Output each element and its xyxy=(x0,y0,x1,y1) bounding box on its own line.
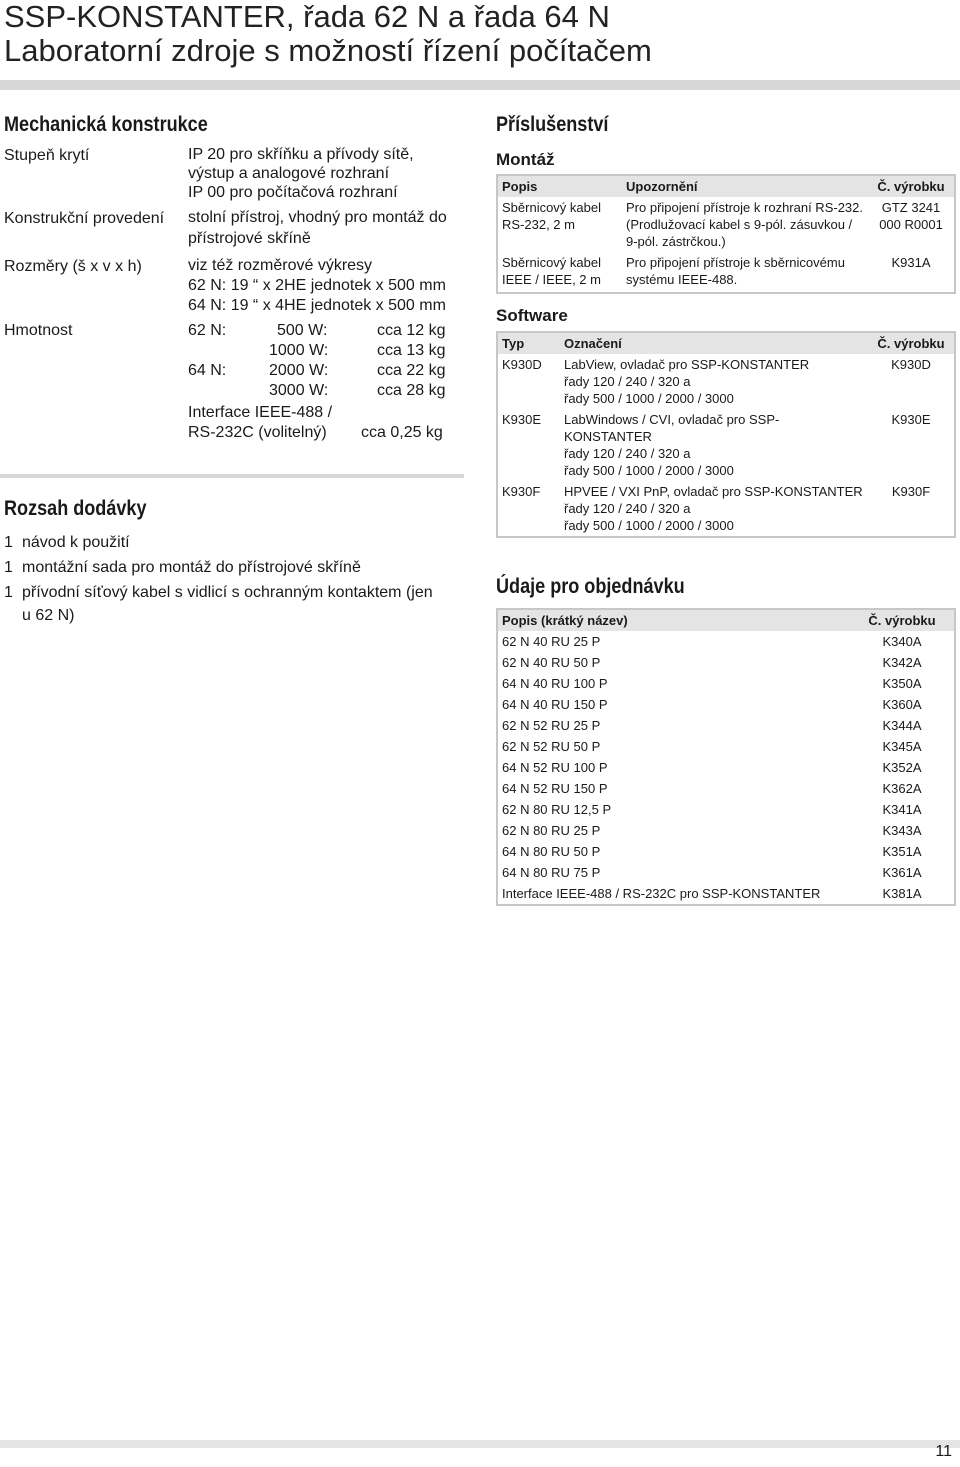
cell-vyrobek: K381A xyxy=(882,886,922,901)
cell-line: řady 500 / 1000 / 2000 / 3000 xyxy=(564,463,734,478)
cell-vyrobek xyxy=(868,252,955,293)
rozmery-value-2: 62 N: 19 “ x 2HE jednotek x 500 mm xyxy=(188,277,446,294)
cell-vyrobek: K930F xyxy=(891,484,931,499)
cell-vyrobek: K930E xyxy=(891,412,931,427)
col-header-upozorneni: Upozornění xyxy=(622,175,868,197)
cell-line: systému IEEE-488. xyxy=(626,272,738,287)
accessories-heading: Příslušenství xyxy=(496,113,609,136)
delivery-item-count: 1 xyxy=(4,559,13,576)
cell-oznaceni xyxy=(560,409,868,481)
cell-line: řady 120 / 240 / 320 a xyxy=(564,374,691,389)
hmotnost-kg12: cca 12 kg xyxy=(377,322,446,339)
table-row xyxy=(497,757,955,778)
cell-vyrobek: K352A xyxy=(882,760,922,775)
table-header-row xyxy=(497,609,955,631)
kryti-value-2: výstup a analogové rozhraní xyxy=(188,165,390,182)
hmotnost-3000w: 3000 W: xyxy=(269,382,329,399)
cell-line: 000 R0001 xyxy=(879,217,943,232)
provedeni-label: Konstrukční provedení xyxy=(4,210,165,227)
cell-popis: 62 N 52 RU 50 P xyxy=(502,739,601,754)
cell-popis: 64 N 40 RU 150 P xyxy=(502,697,608,712)
table-row xyxy=(497,409,955,481)
col-header-vyrobek: Č. výrobku xyxy=(850,609,955,631)
kryti-value-1: IP 20 pro skříňku a přívody sítě, xyxy=(188,146,414,163)
montaz-heading: Montáž xyxy=(496,150,555,169)
cell-popis: 62 N 80 RU 25 P xyxy=(502,823,601,838)
provedeni-value-2: přístrojové skříně xyxy=(188,230,311,247)
cell-vyrobek: K341A xyxy=(882,802,922,817)
cell-line: GTZ 3241 xyxy=(881,200,941,215)
cell-popis xyxy=(497,197,622,252)
cell-vyrobek xyxy=(868,197,955,252)
hmotnost-64n: 64 N: xyxy=(188,362,227,379)
cell-line: IEEE / IEEE, 2 m xyxy=(502,272,601,287)
delivery-item-text: přívodní síťový kabel s vidlicí s ochranným kontaktem (jen xyxy=(22,584,433,601)
hmotnost-kg28: cca 28 kg xyxy=(377,382,446,399)
cell-vyrobek: K362A xyxy=(882,781,922,796)
cell-vyrobek: K351A xyxy=(882,844,922,859)
delivery-item-count: 1 xyxy=(4,584,13,601)
table-row xyxy=(497,652,955,673)
table-row xyxy=(497,862,955,883)
delivery-item xyxy=(4,531,130,555)
delivery-item-text: montážní sada pro montáž do přístrojové skříně xyxy=(22,559,361,576)
cell-oznaceni xyxy=(560,481,868,537)
hmotnost-kg22: cca 22 kg xyxy=(377,362,446,379)
cell-vyrobek: K342A xyxy=(882,655,922,670)
delivery-item xyxy=(4,581,433,605)
cell-popis: 64 N 52 RU 150 P xyxy=(502,781,608,796)
cell-line: řady 120 / 240 / 320 a xyxy=(564,501,691,516)
delivery-item-text: návod k použití xyxy=(22,534,130,551)
col-header-popis: Popis (krátký název) xyxy=(497,609,850,631)
delivery-item-count: 1 xyxy=(4,534,13,551)
mech-heading: Mechanická konstrukce xyxy=(4,113,208,136)
cell-vyrobek: K344A xyxy=(882,718,922,733)
cell-line: Pro připojení přístroje k sběrnicovému xyxy=(626,255,845,270)
table-row xyxy=(497,631,955,652)
page-number: 11 xyxy=(935,1443,952,1460)
table-header-row xyxy=(497,175,955,197)
cell-vyrobek: K350A xyxy=(882,676,922,691)
cell-line: K931A xyxy=(891,255,931,270)
kryti-label: Stupeň krytí xyxy=(4,147,90,164)
section-divider xyxy=(0,474,464,478)
cell-popis xyxy=(497,252,622,293)
cell-typ: K930F xyxy=(502,484,541,499)
table-row xyxy=(497,715,955,736)
col-header-popis: Popis xyxy=(497,175,622,197)
page-title xyxy=(4,0,652,68)
title-rule xyxy=(0,80,960,90)
delivery-item xyxy=(4,556,361,580)
cell-line: LabWindows / CVI, ovladač pro SSP-KONSTANTER xyxy=(564,412,780,444)
table-row xyxy=(497,820,955,841)
table-row xyxy=(497,252,955,293)
table-row xyxy=(497,841,955,862)
software-heading: Software xyxy=(496,306,568,325)
ordering-table xyxy=(496,608,956,906)
col-header-vyrobek: Č. výrobku xyxy=(868,175,955,197)
table-header-row xyxy=(497,332,955,354)
col-header-vyrobek: Č. výrobku xyxy=(868,332,955,354)
interface-line-2: RS-232C (volitelný) xyxy=(188,424,327,441)
delivery-item-text: u 62 N) xyxy=(22,607,75,624)
cell-vyrobek: K345A xyxy=(882,739,922,754)
software-table xyxy=(496,331,956,538)
cell-popis: 62 N 80 RU 12,5 P xyxy=(502,802,612,817)
cell-line: řady 500 / 1000 / 2000 / 3000 xyxy=(564,391,734,406)
table-row xyxy=(497,197,955,252)
table-row xyxy=(497,481,955,537)
hmotnost-1000w: 1000 W: xyxy=(269,342,329,359)
cell-line: HPVEE / VXI PnP, ovladač pro SSP-KONSTANTER xyxy=(564,484,863,499)
cell-popis: Interface IEEE-488 / RS-232C pro SSP-KONSTANTER xyxy=(502,886,821,901)
rozmery-label: Rozměry (š x v x h) xyxy=(4,258,142,275)
cell-typ: K930E xyxy=(502,412,542,427)
cell-line: 9-pól. zástrčkou.) xyxy=(626,234,726,249)
cell-line: řady 120 / 240 / 320 a xyxy=(564,446,691,461)
cell-upozorneni xyxy=(622,252,868,293)
cell-line: LabView, ovladač pro SSP-KONSTANTER xyxy=(564,357,810,372)
cell-vyrobek: K930D xyxy=(891,357,931,372)
hmotnost-kg13: cca 13 kg xyxy=(377,342,446,359)
cell-popis: 62 N 40 RU 25 P xyxy=(502,634,601,649)
table-row xyxy=(497,883,955,905)
cell-popis: 64 N 40 RU 100 P xyxy=(502,676,608,691)
cell-popis: 64 N 80 RU 75 P xyxy=(502,865,601,880)
table-row xyxy=(497,694,955,715)
cell-typ: K930D xyxy=(502,357,542,372)
table-row xyxy=(497,778,955,799)
delivery-item xyxy=(4,604,74,628)
rozmery-value-3: 64 N: 19 “ x 4HE jednotek x 500 mm xyxy=(188,297,446,314)
delivery-heading: Rozsah dodávky xyxy=(4,497,147,520)
montaz-table xyxy=(496,174,956,294)
interface-line-1: Interface IEEE-488 / xyxy=(188,404,333,421)
cell-vyrobek: K343A xyxy=(882,823,922,838)
cell-vyrobek: K361A xyxy=(882,865,922,880)
cell-popis: 62 N 52 RU 25 P xyxy=(502,718,601,733)
cell-popis: 64 N 80 RU 50 P xyxy=(502,844,601,859)
cell-upozorneni xyxy=(622,197,868,252)
cell-line: RS-232, 2 m xyxy=(502,217,575,232)
title-line-1: SSP-KONSTANTER, řada 62 N a řada 64 N xyxy=(4,0,610,34)
cell-vyrobek: K340A xyxy=(882,634,922,649)
rozmery-value-1: viz též rozměrové výkresy xyxy=(188,257,373,274)
interface-weight: cca 0,25 kg xyxy=(361,424,443,441)
cell-oznaceni xyxy=(560,354,868,409)
cell-popis: 62 N 40 RU 50 P xyxy=(502,655,601,670)
cell-line: řady 500 / 1000 / 2000 / 3000 xyxy=(564,518,734,533)
kryti-value-3: IP 00 pro počítačová rozhraní xyxy=(188,184,398,201)
ordering-heading: Údaje pro objednávku xyxy=(496,575,685,598)
table-row xyxy=(497,673,955,694)
col-header-oznaceni: Označení xyxy=(560,332,868,354)
hmotnost-2000w: 2000 W: xyxy=(269,362,329,379)
cell-line: Pro připojení přístroje k rozhraní RS-232. xyxy=(626,200,863,215)
cell-line: Sběrnicový kabel xyxy=(502,200,601,215)
col-header-typ: Typ xyxy=(497,332,560,354)
hmotnost-label: Hmotnost xyxy=(4,322,73,339)
title-line-2: Laboratorní zdroje s možností řízení počítačem xyxy=(4,33,652,68)
cell-line: Sběrnicový kabel xyxy=(502,255,601,270)
hmotnost-500w: 500 W: xyxy=(277,322,328,339)
table-row xyxy=(497,354,955,409)
cell-line: (Prodlužovací kabel s 9-pól. zásuvkou / xyxy=(626,217,853,232)
cell-vyrobek: K360A xyxy=(882,697,922,712)
table-row xyxy=(497,799,955,820)
provedeni-value-1: stolní přístroj, vhodný pro montáž do xyxy=(188,209,447,226)
table-row xyxy=(497,736,955,757)
cell-popis: 64 N 52 RU 100 P xyxy=(502,760,608,775)
footer-rule xyxy=(0,1440,960,1448)
hmotnost-62n: 62 N: xyxy=(188,322,227,339)
